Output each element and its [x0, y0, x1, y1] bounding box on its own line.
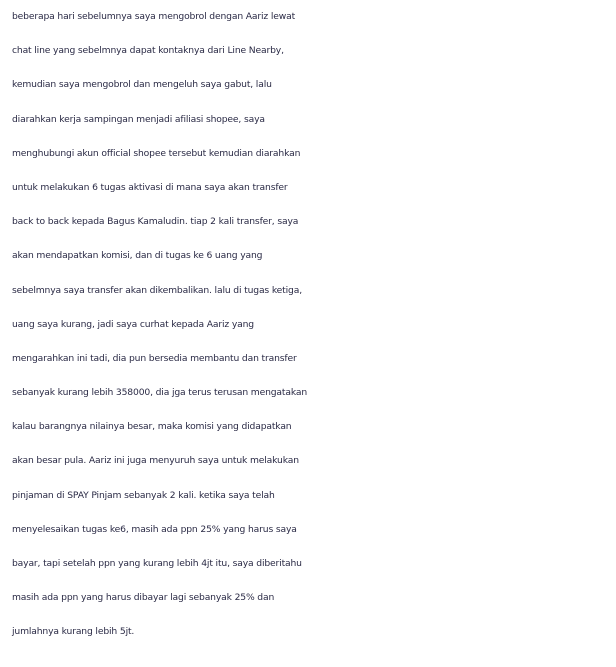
text-line: back to back kepada Bagus Kamaludin. tiap 2 kali transfer, saya — [12, 216, 299, 228]
text-line: bayar, tapi setelah ppn yang kurang lebih 4jt itu, saya diberitahu — [12, 558, 302, 569]
text-line: mengarahkan ini tadi, dia pun bersedia membantu dan transfer — [12, 352, 297, 364]
text-line: sebanyak kurang lebih 358000, dia jga terus terusan mengatakan — [12, 387, 307, 399]
text-line: pinjaman di SPAY Pinjam sebanyak 2 kali. ketika saya telah — [12, 489, 275, 501]
text-line: akan besar pula. Aariz ini juga menyuruh saya untuk melakukan — [12, 455, 299, 467]
text-line: chat line yang sebelmnya dapat kontaknya dari Line Nearby, — [12, 45, 284, 57]
text-line: diarahkan kerja sampingan menjadi afiliasi shopee, saya — [12, 113, 265, 125]
text-line: kalau barangnya nilainya besar, maka komisi yang didapatkan — [12, 421, 292, 433]
text-line: menyelesaikan tugas ke6, masih ada ppn 25% yang harus saya — [12, 523, 297, 535]
text-line: sebelmnya saya transfer akan dikembalikan. lalu di tugas ketiga, — [12, 284, 302, 296]
text-line: masih ada ppn yang harus dibayar lagi sebanyak 25% dan — [12, 592, 275, 604]
text-line: untuk melakukan 6 tugas aktivasi di mana saya akan transfer — [12, 181, 288, 193]
text-line: uang saya kurang, jadi saya curhat kepada Aariz yang — [12, 318, 254, 330]
text-line: kemudian saya mengobrol dan mengeluh saya gabut, lalu — [12, 79, 272, 91]
text-line: akan mendapatkan komisi, dan di tugas ke 6 uang yang — [12, 250, 263, 262]
report-paragraph — [12, 0, 616, 650]
text-line: menghubungi akun official shopee tersebut kemudian diarahkan — [12, 147, 301, 159]
text-line: beberapa hari sebelumnya saya mengobrol dengan Aariz lewat — [12, 11, 296, 22]
text-line: jumlahnya kurang lebih 5jt. — [12, 626, 135, 638]
